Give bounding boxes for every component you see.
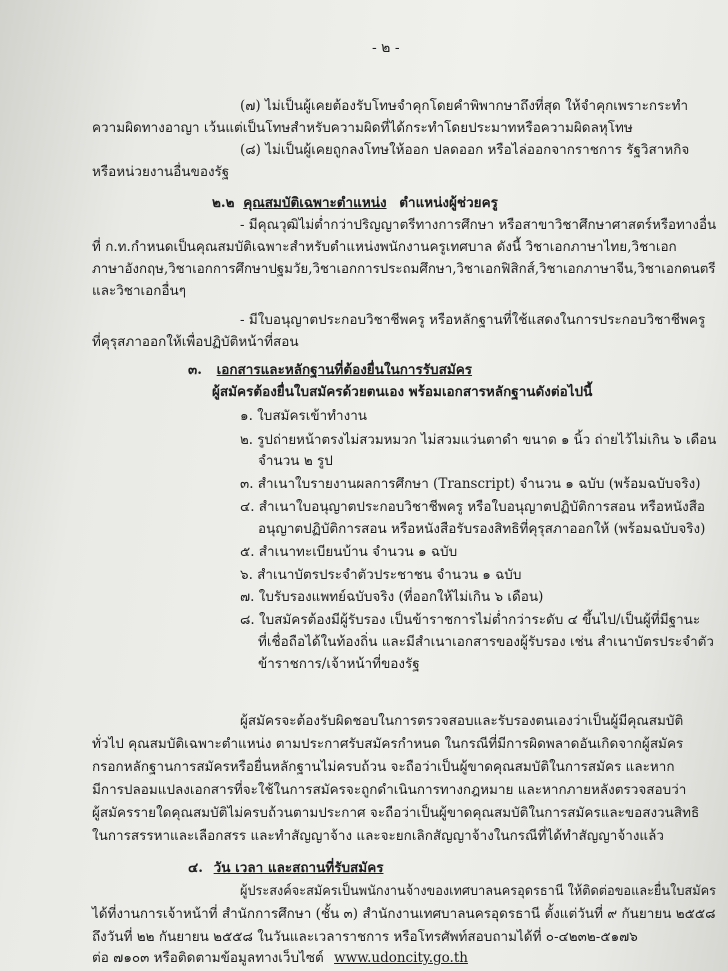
responsibility-line-5: ผู้สมัครรายใดคุณสมบัติไม่ครบถ้วนตามประกาศ จะถือว่าเป็นผู้ขาดคุณสมบัติในการสมัครและขอสงวนสิทธิ — [92, 805, 700, 821]
doc-item-5: ๕. สำเนาทะเบียนบ้าน จำนวน ๑ ฉบับ — [240, 544, 458, 560]
section-4-line-2: ได้ที่งานการเจ้าหน้าที่ สำนักการศึกษา (ชั้น ๓) สำนักงานเทศบาลนครอุดรธานี ตั้งแต่วันที่ ๙ กันยายน ๒๕๕๘ — [92, 906, 716, 922]
section-2-2-heading — [212, 193, 498, 213]
responsibility-line-2: ทั่วไป คุณสมบัติเฉพาะตำแหน่ง ตามประกาศรับสมัครกำหนด ในกรณีที่มีการผิดพลาดอันเกิดจากผู้สมัคร — [92, 736, 684, 752]
section-3-intro: ผู้สมัครต้องยื่นใบสมัครด้วยตนเอง พร้อมเอกสารหลักฐานดังต่อไปนี้ — [212, 384, 593, 400]
responsibility-line-4: มีการปลอมแปลงเอกสารที่จะใช้ในการสมัครจะถูกดำเนินการทางกฎหมาย และหากภายหลังตรวจสอบว่า — [92, 782, 687, 798]
section-2-2-p1-line-1: - มีคุณวุฒิไม่ต่ำกว่าปริญญาตรีทางการศึกษา หรือสาขาวิชาศึกษาศาสตร์หรือทางอื่น — [240, 217, 717, 233]
section-4-title: วัน เวลา และสถานที่รับสมัคร — [213, 860, 384, 876]
section-2-2-p2-line-2: ที่คุรุสภาออกให้เพื่อปฏิบัติหน้าที่สอน — [92, 334, 299, 350]
responsibility-line-6: ในการสรรหาและเลือกสรร และทำสัญญาจ้าง และจะยกเลิกสัญญาจ้างในกรณีที่ได้ทำสัญญาจ้างแล้ว — [92, 828, 664, 844]
doc-item-4-line-1: ๔. สำเนาใบอนุญาตประกอบวิชาชีพครู หรือใบอนุญาตปฏิบัติการสอน หรือหนังสือ — [240, 499, 706, 515]
doc-item-3: ๓. สำเนาใบรายงานผลการศึกษา (Transcript) จำนวน ๑ ฉบับ (พร้อมฉบับจริง) — [240, 476, 701, 492]
doc-item-2-line-2: จำนวน ๒ รูป — [258, 453, 333, 469]
doc-item-7: ๗. ใบรับรองแพทย์ฉบับจริง (ที่ออกให้ไม่เกิน ๖ เดือน) — [240, 589, 544, 605]
section-2-2-p1-line-4: และวิชาเอกอื่นๆ — [92, 283, 187, 299]
section-2-2-p1-line-3: ภาษาอังกฤษ,วิชาเอกการศึกษาปฐมวัย,วิชาเอกการประถมศึกษา,วิชาเอกฟิสิกส์,วิชาเอกภาษาจีน,วิชาเอกดนตรี — [92, 261, 716, 277]
doc-item-1: ๑. ใบสมัครเข้าทำงาน — [240, 408, 368, 424]
doc-item-4-line-2: อนุญาตปฏิบัติการสอน หรือหนังสือรับรองสิทธิที่คุรุสภาออกให้ (พร้อมฉบับจริง) — [258, 521, 706, 537]
responsibility-line-3: กรอกหลักฐานการสมัครหรือยื่นหลักฐานไม่ครบถ้วน จะถือว่าเป็นผู้ขาดคุณสมบัติในการสมัคร และหาก — [92, 759, 675, 775]
responsibility-line-1: ผู้สมัครจะต้องรับผิดชอบในการตรวจสอบและรับรองตนเองว่าเป็นผู้มีคุณสมบัติ — [240, 713, 684, 729]
section-4-line-4 — [92, 948, 468, 968]
section-2-2-number: ๒.๒ — [212, 195, 235, 211]
section-2-2-p1-line-2: ที่ ก.ท.กำหนดเป็นคุณสมบัติเฉพาะสำหรับตำแหน่งพนักงานครูเทศบาล ดังนี้ วิชาเอกภาษาไทย,วิชาเอก — [92, 239, 677, 255]
doc-item-6: ๖. สำเนาบัตรประจำตัวประชาชน จำนวน ๑ ฉบับ — [240, 567, 522, 583]
doc-item-2-line-1: ๒. รูปถ่ายหน้าตรงไม่สวมหมวก ไม่สวมแว่นตาดำ ขนาด ๑ นิ้ว ถ่ายไว้ไม่เกิน ๖ เดือน — [240, 432, 717, 448]
section-4-heading — [188, 858, 383, 878]
section-2-2-position: ตำแหน่งผู้ช่วยครู — [399, 195, 498, 211]
item-8-line-1: (๘) ไม่เป็นผู้เคยถูกลงโทษให้ออก ปลดออก หรือไล่ออกจากราชการ รัฐวิสาหกิจ — [240, 142, 690, 158]
section-3-number: ๓. — [188, 362, 202, 378]
doc-item-8-line-3: ข้าราชการ/เจ้าหน้าที่ของรัฐ — [258, 656, 420, 672]
item-7-line-1: (๗) ไม่เป็นผู้เคยต้องรับโทษจำคุกโดยคำพิพากษาถึงที่สุด ให้จำคุกเพราะกระทำ — [240, 98, 689, 114]
section-2-2-p2-line-1: - มีใบอนุญาตประกอบวิชาชีพครู หรือหลักฐานที่ใช้แสดงในการประกอบวิชาชีพครู — [240, 312, 706, 328]
section-4-number: ๔. — [188, 860, 203, 876]
item-8-line-2: หรือหน่วยงานอื่นของรัฐ — [92, 164, 230, 180]
section-3-title: เอกสารและหลักฐานที่ต้องยื่นในการรับสมัคร — [216, 362, 473, 378]
section-2-2-label: คุณสมบัติเฉพาะตำแหน่ง — [243, 195, 387, 211]
doc-item-8-line-2: ที่เชื่อถือได้ในท้องถิ่น และมีสำเนาเอกสารของผู้รับรอง เช่น สำเนาบัตรประจำตัว — [258, 634, 715, 650]
item-7-line-2: ความผิดทางอาญา เว้นแต่เป็นโทษสำหรับความผิดที่ได้กระทำโดยประมาทหรือความผิดลหุโทษ — [92, 120, 633, 136]
section-4-line-1: ผู้ประสงค์จะสมัครเป็นพนักงานจ้างของเทศบาลนครอุดรธานี ให้ติดต่อขอและยื่นใบสมัคร — [240, 883, 716, 899]
section-4-line-4-text: ต่อ ๗๑๐๓ หรือติดตามข้อมูลทางเว็บไซต์ — [92, 950, 324, 966]
section-3-heading — [188, 360, 472, 380]
section-4-line-3: ถึงวันที่ ๒๒ กันยายน ๒๕๕๘ ในวันและเวลาราชการ หรือโทรศัพท์สอบถามได้ที่ ๐-๔๒๓๒-๕๑๗๖ — [92, 929, 638, 945]
website-link[interactable]: www.udoncity.go.th — [334, 950, 468, 966]
page-number: - ๒ - — [372, 40, 400, 56]
doc-item-8-line-1: ๘. ใบสมัครต้องมีผู้รับรอง เป็นข้าราชการไม่ต่ำกว่าระดับ ๔ ขึ้นไป/เป็นผู้ที่มีฐานะ — [240, 612, 701, 628]
